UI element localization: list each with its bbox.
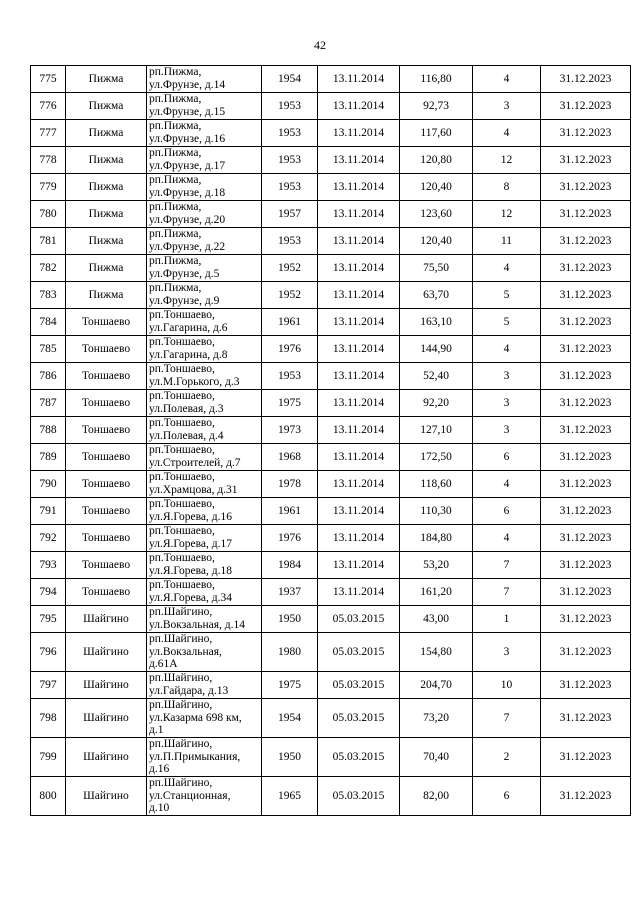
area-cell: 82,00	[400, 777, 473, 816]
deadline-cell: 31.12.2023	[541, 120, 631, 147]
address-line: ул.Полевая, д.4	[149, 430, 224, 442]
address-cell	[147, 228, 262, 255]
area-cell: 172,50	[400, 444, 473, 471]
address-cell	[147, 309, 262, 336]
locality-cell: Шайгино	[66, 672, 147, 699]
count-cell: 6	[473, 498, 541, 525]
locality-cell: Пижма	[66, 255, 147, 282]
area-cell: 52,40	[400, 363, 473, 390]
area-cell: 120,80	[400, 147, 473, 174]
address-cell	[147, 390, 262, 417]
address-line: ул.Гайдара, д.13	[149, 685, 229, 697]
row-number-cell: 780	[31, 201, 66, 228]
count-cell: 4	[473, 66, 541, 93]
address-line: ул.Я.Горева, д.16	[149, 511, 233, 523]
deadline-cell: 31.12.2023	[541, 444, 631, 471]
count-cell: 4	[473, 471, 541, 498]
area-cell: 118,60	[400, 471, 473, 498]
address-cell	[147, 699, 262, 738]
area-cell: 63,70	[400, 282, 473, 309]
address-line: ул.Я.Горева, д.17	[149, 538, 233, 550]
count-cell: 3	[473, 417, 541, 444]
date-cell: 13.11.2014	[318, 390, 400, 417]
area-cell: 184,80	[400, 525, 473, 552]
address-line: ул.П.Примыкания,	[149, 750, 241, 763]
address-line: д.16	[149, 763, 170, 776]
year-built-cell: 1975	[262, 672, 318, 699]
count-cell: 4	[473, 525, 541, 552]
area-cell: 123,60	[400, 201, 473, 228]
address-line: рп.Тоншаево,	[149, 390, 215, 403]
row-number-cell: 777	[31, 120, 66, 147]
address-line: рп.Шайгино,	[149, 777, 213, 790]
deadline-cell: 31.12.2023	[541, 579, 631, 606]
page-number: 42	[314, 38, 326, 52]
address-line: рп.Тоншаево,	[149, 417, 215, 430]
area-cell: 144,90	[400, 336, 473, 363]
deadline-cell: 31.12.2023	[541, 633, 631, 672]
address-line: рп.Тоншаево,	[149, 444, 215, 457]
row-number-cell: 778	[31, 147, 66, 174]
date-cell: 13.11.2014	[318, 228, 400, 255]
locality-cell: Тоншаево	[66, 363, 147, 390]
row-number-cell: 789	[31, 444, 66, 471]
address-cell	[147, 672, 262, 699]
locality-cell: Тоншаево	[66, 390, 147, 417]
table-row	[31, 444, 631, 471]
year-built-cell: 1976	[262, 525, 318, 552]
locality-cell: Тоншаево	[66, 336, 147, 363]
row-number-cell: 784	[31, 309, 66, 336]
address-line: рп.Тоншаево,	[149, 579, 215, 592]
deadline-cell: 31.12.2023	[541, 471, 631, 498]
address-cell	[147, 552, 262, 579]
address-line: ул.Станционная,	[149, 789, 231, 802]
count-cell: 4	[473, 120, 541, 147]
year-built-cell: 1965	[262, 777, 318, 816]
locality-cell: Пижма	[66, 66, 147, 93]
address-line: д.1	[149, 724, 164, 737]
row-number-cell: 797	[31, 672, 66, 699]
deadline-cell: 31.12.2023	[541, 336, 631, 363]
locality-cell: Пижма	[66, 228, 147, 255]
year-built-cell: 1950	[262, 606, 318, 633]
table-row	[31, 672, 631, 699]
date-cell: 13.11.2014	[318, 66, 400, 93]
area-cell: 92,20	[400, 390, 473, 417]
year-built-cell: 1961	[262, 309, 318, 336]
row-number-cell: 782	[31, 255, 66, 282]
deadline-cell: 31.12.2023	[541, 525, 631, 552]
table-row	[31, 363, 631, 390]
address-line: рп.Тоншаево,	[149, 498, 215, 511]
row-number-cell: 800	[31, 777, 66, 816]
row-number-cell: 799	[31, 738, 66, 777]
deadline-cell: 31.12.2023	[541, 174, 631, 201]
date-cell: 13.11.2014	[318, 363, 400, 390]
address-line: ул.Я.Горева, д.34	[149, 592, 233, 604]
date-cell: 13.11.2014	[318, 444, 400, 471]
count-cell: 1	[473, 606, 541, 633]
table-row	[31, 633, 631, 672]
address-line: рп.Пижма,	[149, 147, 202, 160]
count-cell: 4	[473, 255, 541, 282]
locality-cell: Шайгино	[66, 633, 147, 672]
year-built-cell: 1952	[262, 282, 318, 309]
address-line: ул.Казарма 698 км,	[149, 711, 242, 724]
count-cell: 3	[473, 363, 541, 390]
date-cell: 05.03.2015	[318, 699, 400, 738]
address-line: рп.Шайгино,	[149, 672, 213, 685]
locality-cell: Пижма	[66, 201, 147, 228]
table-row	[31, 606, 631, 633]
address-cell	[147, 174, 262, 201]
address-line: ул.Строителей, д.7	[149, 457, 241, 469]
date-cell: 13.11.2014	[318, 255, 400, 282]
table-row	[31, 93, 631, 120]
address-line: рп.Шайгино,	[149, 606, 213, 619]
address-line: рп.Тоншаево,	[149, 309, 215, 322]
row-number-cell: 779	[31, 174, 66, 201]
table-row	[31, 525, 631, 552]
address-cell	[147, 579, 262, 606]
area-cell: 70,40	[400, 738, 473, 777]
count-cell: 11	[473, 228, 541, 255]
address-line: ул.Фрунзе, д.20	[149, 214, 226, 226]
table-row	[31, 255, 631, 282]
area-cell: 120,40	[400, 228, 473, 255]
date-cell: 13.11.2014	[318, 525, 400, 552]
area-cell: 161,20	[400, 579, 473, 606]
address-cell	[147, 777, 262, 816]
year-built-cell: 1976	[262, 336, 318, 363]
year-built-cell: 1953	[262, 93, 318, 120]
row-number-cell: 781	[31, 228, 66, 255]
address-cell	[147, 633, 262, 672]
address-line: ул.Гагарина, д.6	[149, 322, 228, 334]
address-cell	[147, 255, 262, 282]
address-line: ул.М.Горького, д.3	[149, 376, 240, 388]
address-cell	[147, 525, 262, 552]
address-cell	[147, 498, 262, 525]
address-line: ул.Фрунзе, д.14	[149, 79, 226, 91]
year-built-cell: 1952	[262, 255, 318, 282]
area-cell: 43,00	[400, 606, 473, 633]
address-line: ул.Фрунзе, д.17	[149, 160, 226, 172]
year-built-cell: 1953	[262, 147, 318, 174]
year-built-cell: 1953	[262, 174, 318, 201]
area-cell: 154,80	[400, 633, 473, 672]
deadline-cell: 31.12.2023	[541, 738, 631, 777]
address-line: рп.Тоншаево,	[149, 471, 215, 484]
count-cell: 10	[473, 672, 541, 699]
table-row	[31, 777, 631, 816]
locality-cell: Шайгино	[66, 606, 147, 633]
address-cell	[147, 66, 262, 93]
deadline-cell: 31.12.2023	[541, 147, 631, 174]
address-line: ул.Фрунзе, д.16	[149, 133, 226, 145]
locality-cell: Тоншаево	[66, 579, 147, 606]
row-number-cell: 787	[31, 390, 66, 417]
address-cell	[147, 120, 262, 147]
area-cell: 127,10	[400, 417, 473, 444]
row-number-cell: 785	[31, 336, 66, 363]
row-number-cell: 776	[31, 93, 66, 120]
row-number-cell: 795	[31, 606, 66, 633]
row-number-cell: 786	[31, 363, 66, 390]
locality-cell: Тоншаево	[66, 471, 147, 498]
address-cell	[147, 336, 262, 363]
address-line: ул.Фрунзе, д.5	[149, 268, 220, 280]
deadline-cell: 31.12.2023	[541, 282, 631, 309]
deadline-cell: 31.12.2023	[541, 417, 631, 444]
year-built-cell: 1953	[262, 363, 318, 390]
address-cell	[147, 93, 262, 120]
row-number-cell: 793	[31, 552, 66, 579]
address-line: рп.Шайгино,	[149, 699, 213, 712]
address-line: рп.Пижма,	[149, 255, 202, 268]
address-line: рп.Тоншаево,	[149, 552, 215, 565]
date-cell: 13.11.2014	[318, 93, 400, 120]
date-cell: 13.11.2014	[318, 309, 400, 336]
address-cell	[147, 444, 262, 471]
area-cell: 204,70	[400, 672, 473, 699]
table-row	[31, 390, 631, 417]
table-row	[31, 336, 631, 363]
table-row	[31, 174, 631, 201]
row-number-cell: 791	[31, 498, 66, 525]
count-cell: 3	[473, 390, 541, 417]
table-row	[31, 498, 631, 525]
address-line: ул.Фрунзе, д.18	[149, 187, 226, 199]
locality-cell: Пижма	[66, 174, 147, 201]
locality-cell: Пижма	[66, 147, 147, 174]
table-row	[31, 579, 631, 606]
count-cell: 3	[473, 93, 541, 120]
row-number-cell: 792	[31, 525, 66, 552]
locality-cell: Пижма	[66, 93, 147, 120]
address-cell	[147, 471, 262, 498]
deadline-cell: 31.12.2023	[541, 363, 631, 390]
count-cell: 12	[473, 147, 541, 174]
area-cell: 163,10	[400, 309, 473, 336]
count-cell: 6	[473, 777, 541, 816]
deadline-cell: 31.12.2023	[541, 93, 631, 120]
count-cell: 5	[473, 282, 541, 309]
locality-cell: Тоншаево	[66, 444, 147, 471]
date-cell: 13.11.2014	[318, 147, 400, 174]
year-built-cell: 1973	[262, 417, 318, 444]
address-line: рп.Тоншаево,	[149, 363, 215, 376]
deadline-cell: 31.12.2023	[541, 777, 631, 816]
address-line: ул.Вокзальная, д.14	[149, 619, 245, 631]
table-row	[31, 699, 631, 738]
table-row	[31, 201, 631, 228]
date-cell: 13.11.2014	[318, 552, 400, 579]
deadline-cell: 31.12.2023	[541, 672, 631, 699]
address-line: д.10	[149, 802, 170, 815]
deadline-cell: 31.12.2023	[541, 699, 631, 738]
address-line: рп.Пижма,	[149, 93, 202, 106]
locality-cell: Тоншаево	[66, 498, 147, 525]
year-built-cell: 1953	[262, 120, 318, 147]
year-built-cell: 1978	[262, 471, 318, 498]
locality-cell: Шайгино	[66, 699, 147, 738]
locality-cell: Тоншаево	[66, 309, 147, 336]
area-cell: 120,40	[400, 174, 473, 201]
date-cell: 13.11.2014	[318, 336, 400, 363]
area-cell: 117,60	[400, 120, 473, 147]
year-built-cell: 1980	[262, 633, 318, 672]
area-cell: 73,20	[400, 699, 473, 738]
table-row	[31, 228, 631, 255]
address-line: ул.Вокзальная,	[149, 645, 222, 658]
date-cell: 13.11.2014	[318, 174, 400, 201]
table-row	[31, 120, 631, 147]
year-built-cell: 1984	[262, 552, 318, 579]
row-number-cell: 775	[31, 66, 66, 93]
date-cell: 05.03.2015	[318, 672, 400, 699]
address-line: д.61А	[149, 658, 178, 671]
date-cell: 13.11.2014	[318, 201, 400, 228]
address-line: ул.Полевая, д.3	[149, 403, 224, 415]
address-cell	[147, 606, 262, 633]
count-cell: 2	[473, 738, 541, 777]
area-cell: 110,30	[400, 498, 473, 525]
address-line: ул.Храмцова, д.31	[149, 484, 238, 496]
address-line: рп.Шайгино,	[149, 633, 213, 646]
count-cell: 3	[473, 633, 541, 672]
year-built-cell: 1975	[262, 390, 318, 417]
table-row	[31, 282, 631, 309]
locality-cell: Тоншаево	[66, 417, 147, 444]
address-line: ул.Фрунзе, д.15	[149, 106, 226, 118]
count-cell: 5	[473, 309, 541, 336]
year-built-cell: 1968	[262, 444, 318, 471]
area-cell: 116,80	[400, 66, 473, 93]
year-built-cell: 1953	[262, 228, 318, 255]
date-cell: 05.03.2015	[318, 738, 400, 777]
table-row	[31, 66, 631, 93]
count-cell: 7	[473, 552, 541, 579]
deadline-cell: 31.12.2023	[541, 390, 631, 417]
address-cell	[147, 201, 262, 228]
count-cell: 12	[473, 201, 541, 228]
address-line: рп.Пижма,	[149, 201, 202, 214]
deadline-cell: 31.12.2023	[541, 498, 631, 525]
address-line: рп.Пижма,	[149, 282, 202, 295]
row-number-cell: 783	[31, 282, 66, 309]
locality-cell: Тоншаево	[66, 552, 147, 579]
year-built-cell: 1957	[262, 201, 318, 228]
deadline-cell: 31.12.2023	[541, 66, 631, 93]
address-line: рп.Пижма,	[149, 66, 202, 79]
address-cell	[147, 738, 262, 777]
date-cell: 05.03.2015	[318, 606, 400, 633]
address-line: рп.Тоншаево,	[149, 525, 215, 538]
address-line: рп.Пижма,	[149, 174, 202, 187]
count-cell: 8	[473, 174, 541, 201]
address-cell	[147, 147, 262, 174]
address-cell	[147, 417, 262, 444]
year-built-cell: 1961	[262, 498, 318, 525]
count-cell: 4	[473, 336, 541, 363]
count-cell: 7	[473, 699, 541, 738]
date-cell: 13.11.2014	[318, 417, 400, 444]
table-row	[31, 471, 631, 498]
row-number-cell: 790	[31, 471, 66, 498]
deadline-cell: 31.12.2023	[541, 228, 631, 255]
year-built-cell: 1954	[262, 66, 318, 93]
date-cell: 13.11.2014	[318, 282, 400, 309]
count-cell: 7	[473, 579, 541, 606]
year-built-cell: 1950	[262, 738, 318, 777]
address-cell	[147, 363, 262, 390]
year-built-cell: 1937	[262, 579, 318, 606]
address-cell	[147, 282, 262, 309]
date-cell: 13.11.2014	[318, 471, 400, 498]
housing-registry-table	[30, 65, 631, 816]
address-line: рп.Пижма,	[149, 120, 202, 133]
deadline-cell: 31.12.2023	[541, 309, 631, 336]
table-row	[31, 309, 631, 336]
address-line: рп.Шайгино,	[149, 738, 213, 751]
table-row	[31, 738, 631, 777]
locality-cell: Шайгино	[66, 777, 147, 816]
count-cell: 6	[473, 444, 541, 471]
area-cell: 75,50	[400, 255, 473, 282]
locality-cell: Тоншаево	[66, 525, 147, 552]
deadline-cell: 31.12.2023	[541, 552, 631, 579]
table-row	[31, 417, 631, 444]
locality-cell: Пижма	[66, 282, 147, 309]
row-number-cell: 788	[31, 417, 66, 444]
deadline-cell: 31.12.2023	[541, 201, 631, 228]
address-line: ул.Фрунзе, д.9	[149, 295, 220, 307]
year-built-cell: 1954	[262, 699, 318, 738]
address-line: ул.Фрунзе, д.22	[149, 241, 226, 253]
date-cell: 13.11.2014	[318, 120, 400, 147]
deadline-cell: 31.12.2023	[541, 606, 631, 633]
row-number-cell: 794	[31, 579, 66, 606]
area-cell: 92,73	[400, 93, 473, 120]
address-line: ул.Гагарина, д.8	[149, 349, 228, 361]
locality-cell: Пижма	[66, 120, 147, 147]
row-number-cell: 798	[31, 699, 66, 738]
date-cell: 05.03.2015	[318, 777, 400, 816]
date-cell: 13.11.2014	[318, 498, 400, 525]
table-row	[31, 552, 631, 579]
address-line: рп.Тоншаево,	[149, 336, 215, 349]
date-cell: 05.03.2015	[318, 633, 400, 672]
deadline-cell: 31.12.2023	[541, 255, 631, 282]
date-cell: 13.11.2014	[318, 579, 400, 606]
table-row	[31, 147, 631, 174]
locality-cell: Шайгино	[66, 738, 147, 777]
area-cell: 53,20	[400, 552, 473, 579]
address-line: рп.Пижма,	[149, 228, 202, 241]
address-line: ул.Я.Горева, д.18	[149, 565, 233, 577]
row-number-cell: 796	[31, 633, 66, 672]
